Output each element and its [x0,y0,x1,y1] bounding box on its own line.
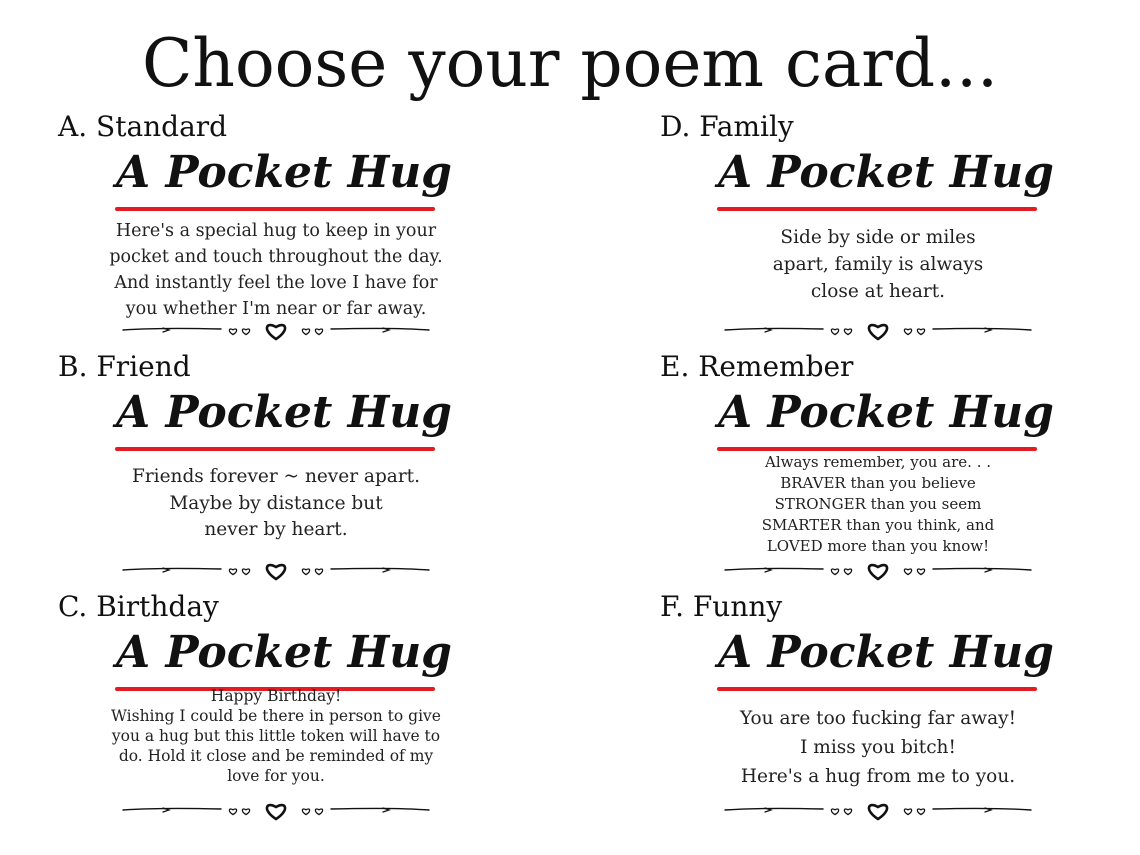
page-title: Choose your poem card... [141,25,999,102]
red-underline [115,207,435,211]
heart-divider-icon [121,315,431,345]
red-underline [717,207,1037,211]
poem-text: You are too fucking far away! I miss you bitch! Here's a hug from me to you. [739,708,1017,787]
card-heading: A Pocket Hug [116,387,452,438]
card-heading: A Pocket Hug [718,627,1054,678]
card-option-label: C. Birthday [58,590,219,623]
poem-card [660,590,1140,826]
poem-card [58,590,618,826]
red-underline [717,687,1037,691]
poem-text: Side by side or miles apart, family is always close at heart. [772,227,984,302]
poem-text: Friends forever ~ never apart. Maybe by distance but never by heart. [131,466,420,540]
heart-divider-icon [723,555,1033,585]
heart-divider-icon [723,315,1033,345]
poem-card [660,110,1140,346]
heart-divider-icon [121,555,431,585]
card-option-label: A. Standard [58,110,228,143]
poem-text: Always remember, you are. . . BRAVER than you believe STRONGER than you seem SMARTER than you think, and LOVED more than you know! [761,453,995,555]
poem-card [660,350,1140,586]
card-heading: A Pocket Hug [116,627,452,678]
card-option-label: F. Funny [660,590,783,623]
poem-card [58,350,618,586]
heart-divider-icon [121,795,431,825]
poem-card [58,110,618,346]
card-option-label: B. Friend [58,350,191,383]
red-underline [115,447,435,451]
card-option-label: D. Family [660,110,794,143]
card-heading: A Pocket Hug [116,147,452,198]
card-heading: A Pocket Hug [718,147,1054,198]
card-heading: A Pocket Hug [718,387,1054,438]
red-underline [717,447,1037,451]
heart-divider-icon [723,795,1033,825]
poem-text: Here's a special hug to keep in your pocket and touch throughout the day. And instantly feel the love I have for you whether I'm near or far away. [109,221,443,319]
card-option-label: E. Remember [660,350,854,383]
poem-text: Happy Birthday! Wishing I could be there in person to give you a hug but this little token will have to do. Hold it close and be reminded of my love for you. [111,687,441,785]
